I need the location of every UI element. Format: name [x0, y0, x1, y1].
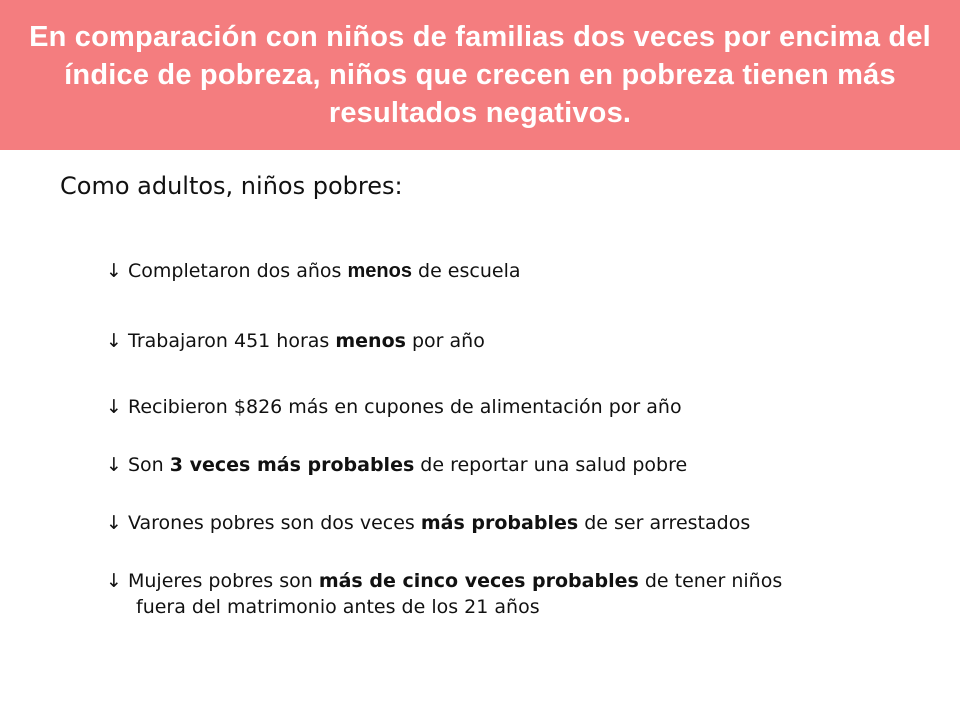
bullet-text-post: por año — [405, 330, 485, 352]
bullet-text-pre: Completaron dos años — [128, 260, 348, 282]
bullet-text-pre: Mujeres pobres son — [128, 570, 319, 592]
bullet-item — [106, 258, 521, 284]
bullet-text-post: de tener niños — [638, 570, 783, 592]
bullet-emphasis: menos — [347, 260, 412, 282]
down-arrow-icon: ↓ — [106, 454, 122, 476]
bullet-item — [106, 328, 485, 354]
bullet-text-pre: Trabajaron 451 horas — [128, 330, 336, 352]
bullet-text-pre: Son — [128, 454, 170, 476]
bullet-emphasis: menos — [335, 330, 406, 352]
down-arrow-icon: ↓ — [106, 570, 122, 592]
title-banner — [0, 0, 960, 150]
bullet-text-pre: Varones pobres son dos veces — [128, 512, 421, 534]
bullet-item — [106, 568, 782, 620]
down-arrow-icon: ↓ — [106, 330, 122, 352]
bullet-item — [106, 452, 687, 478]
bullet-emphasis: más probables — [420, 512, 579, 534]
slide-title: En comparación con niños de familias dos veces por encima del índice de pobreza, niños que crecen en pobreza tienen más resultados negativos. — [29, 21, 931, 129]
bullet-emphasis: más de cinco veces probables — [318, 570, 639, 592]
bullet-item — [106, 394, 682, 420]
bullet-continuation: fuera del matrimonio antes de los 21 años — [136, 596, 540, 618]
subtitle: Como adultos, niños pobres: — [60, 172, 403, 200]
bullet-text-pre: Recibieron $826 más en cupones de alimentación por año — [128, 396, 682, 418]
bullet-text-post: de escuela — [411, 260, 521, 282]
bullet-emphasis: 3 veces más probables — [169, 454, 415, 476]
bullet-text-post: de reportar una salud pobre — [414, 454, 688, 476]
bullet-item — [106, 510, 750, 536]
down-arrow-icon: ↓ — [106, 260, 122, 282]
bullet-text-post: de ser arrestados — [578, 512, 751, 534]
down-arrow-icon: ↓ — [106, 396, 122, 418]
down-arrow-icon: ↓ — [106, 512, 122, 534]
